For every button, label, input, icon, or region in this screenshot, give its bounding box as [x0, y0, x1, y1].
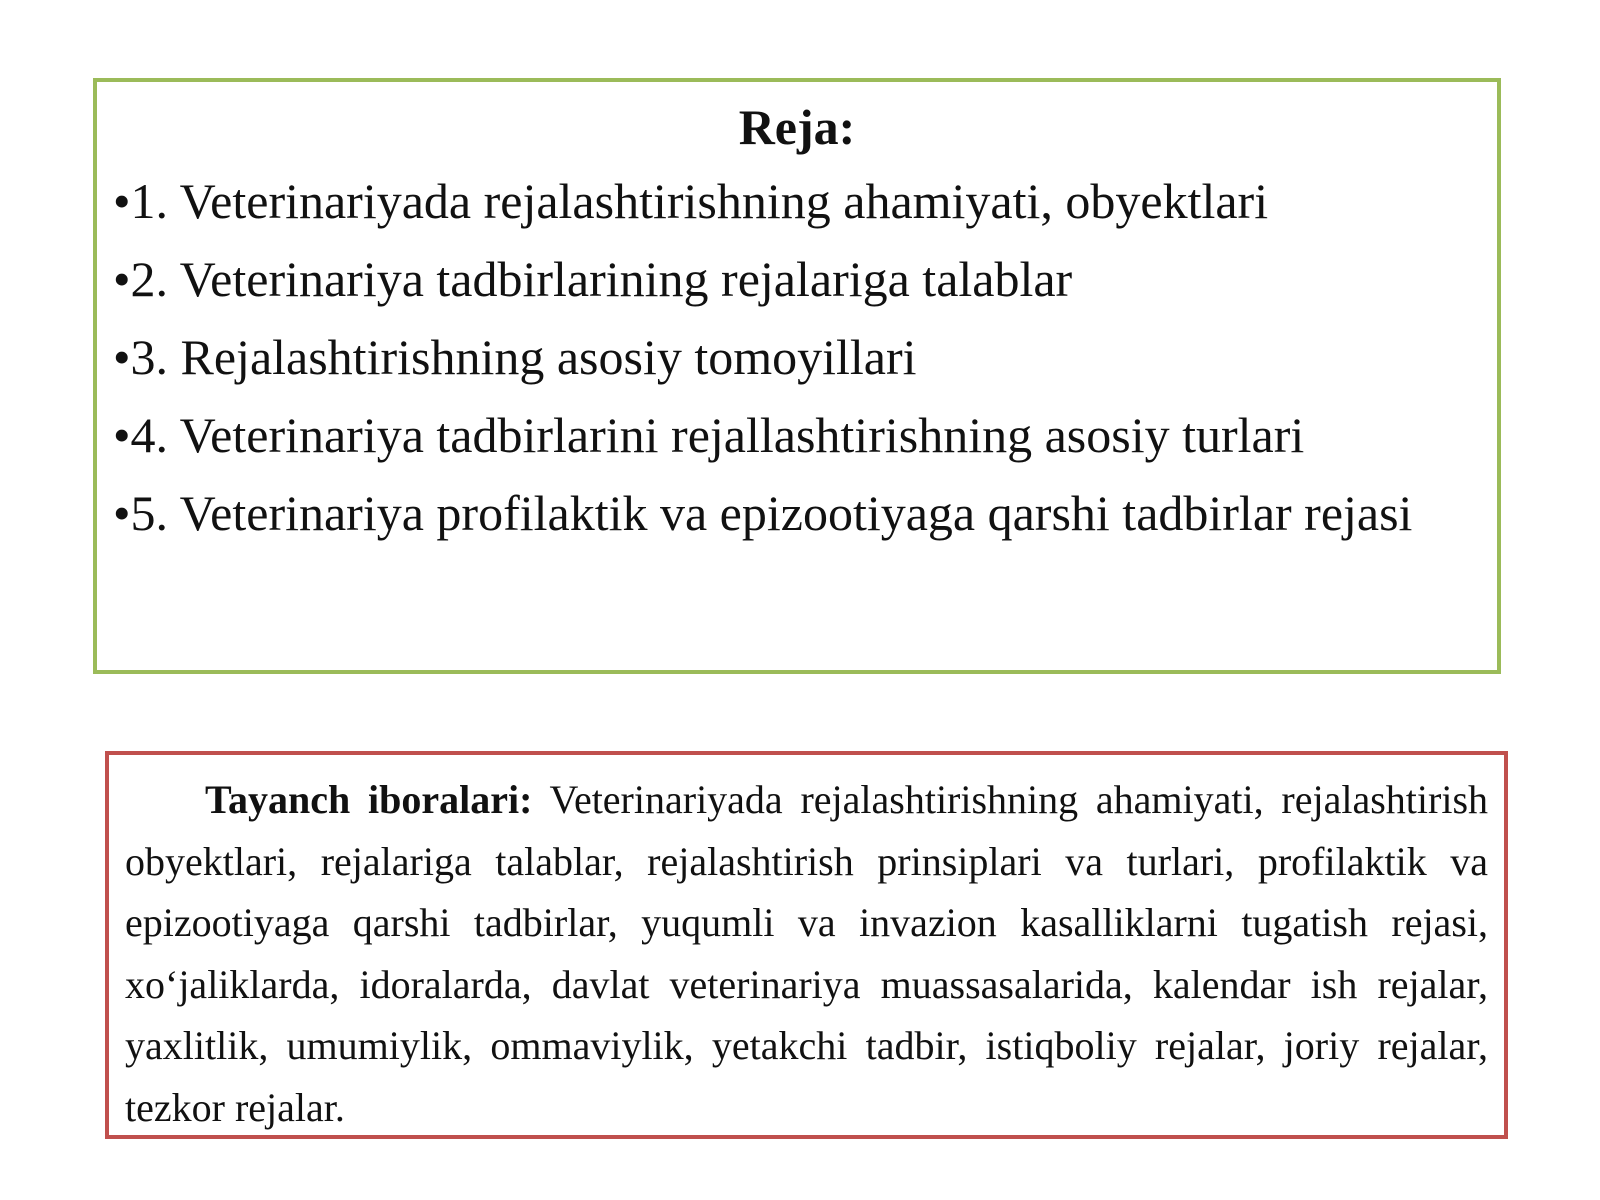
plan-item-2: •2. Veterinariya tadbirlarining rejalariga talablar — [113, 251, 1073, 307]
plan-item-4: •4. Veterinariya tadbirlarini rejallashtirishning asosiy turlari — [113, 407, 1305, 463]
plan-box — [93, 78, 1501, 674]
keywords-label: Tayanch iboralari: — [205, 777, 533, 822]
plan-item-5: •5. Veterinariya profilaktik va epizootiyaga qarshi tadbirlar rejasi — [113, 485, 1413, 541]
plan-item-3: •3. Rejalashtirishning asosiy tomoyillari — [113, 329, 917, 385]
plan-list — [113, 170, 1481, 544]
keywords-text: Veterinariyada rejalashtirishning ahamiyati, rejalashtirish obyektlari, rejalariga talablar, rejalashtirish prinsiplari va turlari, profilaktik va epizootiyaga qarshi tadbirlar, yuqumli va invazion kasalliklarni tugatish rejasi, xo‘jaliklarda, idoralarda, davlat veterinariya muassasalarida, kalendar ish rejalar, yaxlitlik, umumiylik, ommaviylik, yetakchi tadbir, istiqboliy rejalar, joriy rejalar, tezkor rejalar. — [125, 777, 1489, 1130]
plan-item-1: •1. Veterinariyada rejalashtirishning ahamiyati, obyektlari — [113, 173, 1269, 229]
plan-title: Reja: — [738, 99, 856, 155]
keywords-box — [105, 751, 1508, 1139]
keywords-paragraph — [125, 769, 1488, 1138]
